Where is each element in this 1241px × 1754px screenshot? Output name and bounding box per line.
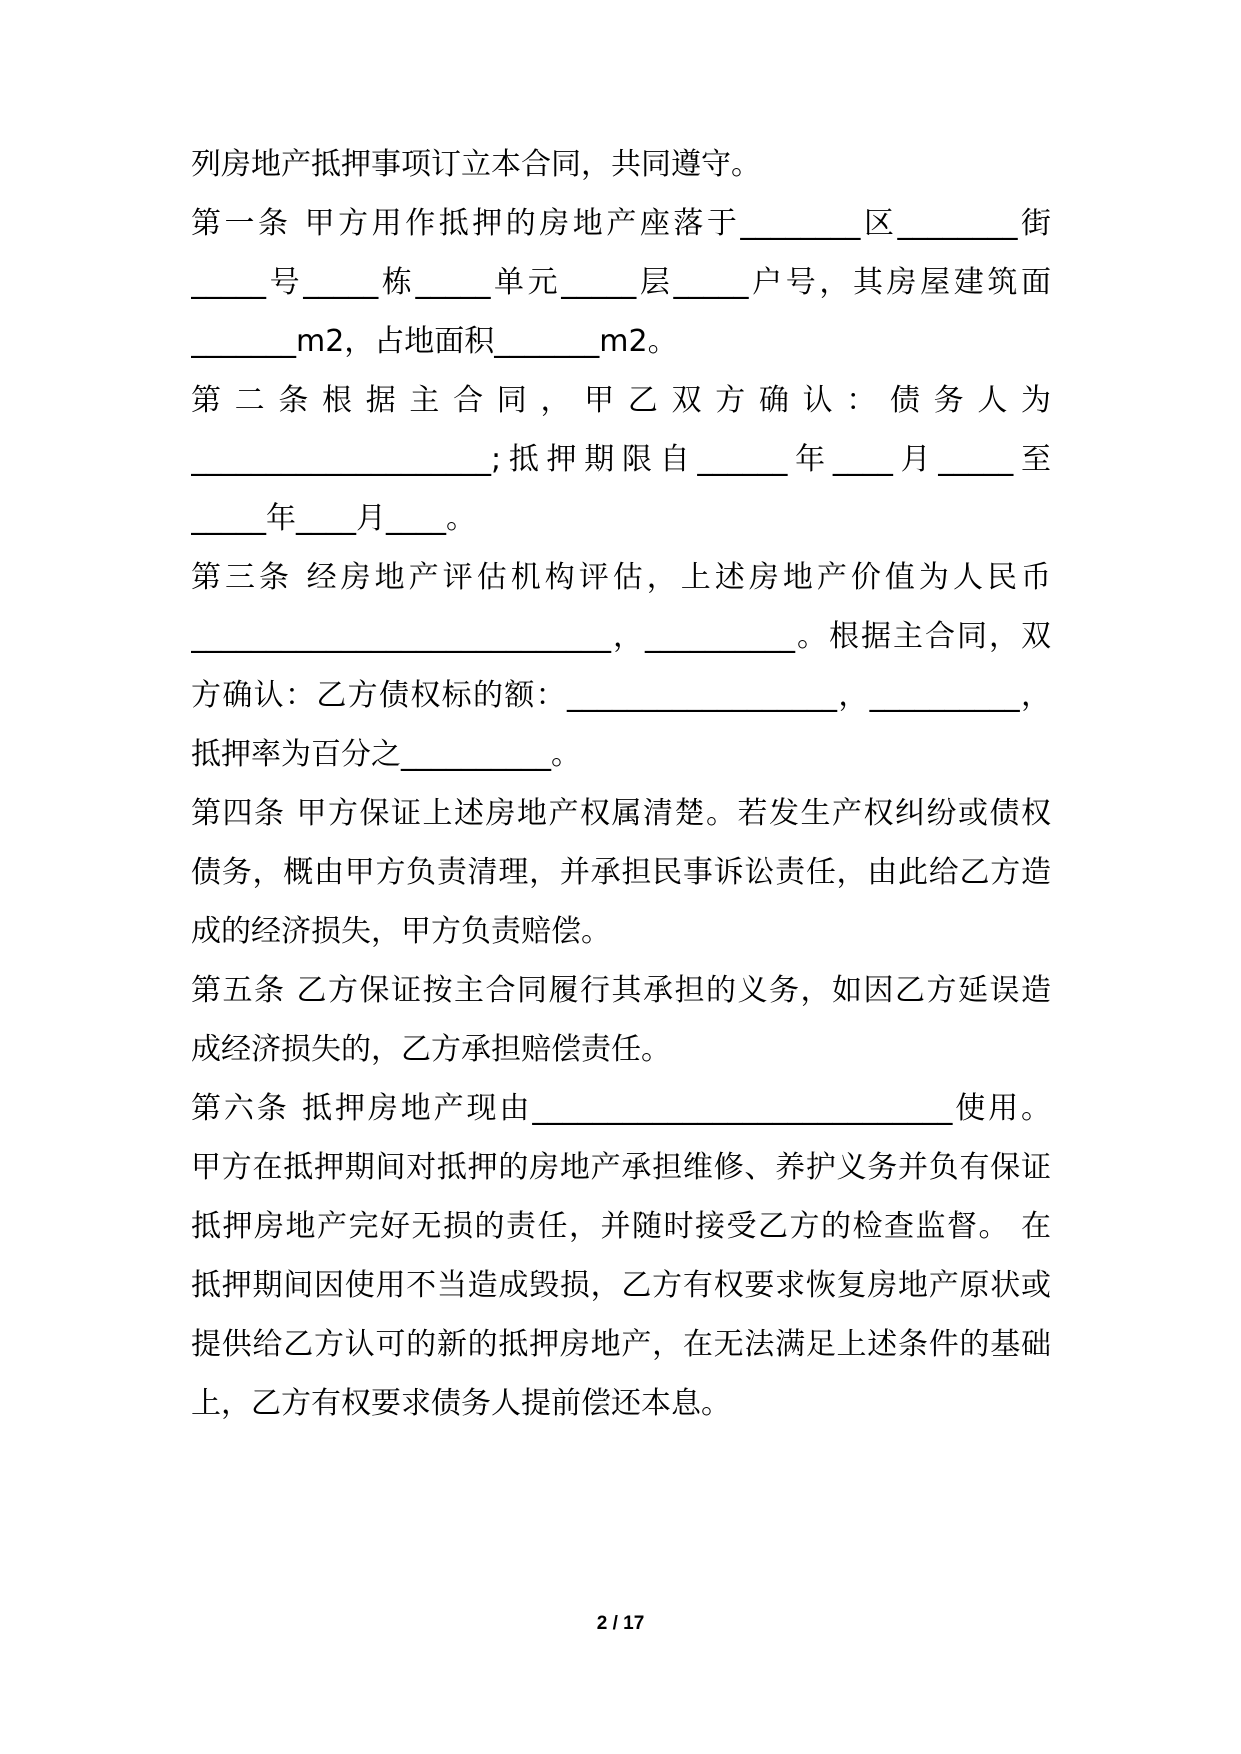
text-line: 成经济损失的，乙方承担赔偿责任。 bbox=[191, 1032, 671, 1067]
page-number: 2 / 17 bbox=[596, 1613, 645, 1634]
text-line: 第五条 乙方保证按主合同履行其承担的义务，如因乙方延误造 bbox=[191, 973, 1051, 1008]
text-line: 第三条 经房地产评估机构评估，上述房地产价值为人民币 bbox=[191, 560, 1051, 595]
text-line: 提供给乙方认可的新的抵押房地产，在无法满足上述条件的基础 bbox=[191, 1327, 1051, 1362]
text-line: 第 二 条 根 据 主 合 同 ， 甲 乙 双 方 确 认 ： 债 务 人 为 bbox=[191, 383, 1051, 418]
text-line: _____年____月____。 bbox=[191, 501, 476, 536]
text-line: 抵押率为百分之__________。 bbox=[191, 737, 581, 772]
text-line: 抵押房地产完好无损的责任，并随时接受乙方的检查监督。 在 bbox=[191, 1209, 1051, 1244]
text-line: ____________________;抵押期限自______年____月_____至 bbox=[191, 442, 1051, 477]
text-line: 第四条 甲方保证上述房地产权属清楚。若发生产权纠纷或债权 bbox=[191, 796, 1051, 831]
text-line: 列房地产抵押事项订立本合同，共同遵守。 bbox=[191, 147, 761, 182]
text-line: 第一条 甲方用作抵押的房地产座落于________区________街 bbox=[191, 206, 1051, 241]
text-line: 上，乙方有权要求债务人提前偿还本息。 bbox=[191, 1386, 731, 1421]
text-line: 第六条 抵押房地产现由____________________________使用。 bbox=[191, 1091, 1051, 1126]
text-line: 债务，概由甲方负责清理，并承担民事诉讼责任，由此给乙方造 bbox=[191, 855, 1051, 890]
text-line: 成的经济损失，甲方负责赔偿。 bbox=[191, 914, 611, 949]
text-line: _____号_____栋_____单元_____层_____户号，其房屋建筑面 bbox=[191, 265, 1051, 300]
text-line: 方确认：乙方债权标的额：__________________，__________， bbox=[191, 678, 1051, 713]
text-line: 甲方在抵押期间对抵押的房地产承担维修、养护义务并负有保证 bbox=[191, 1150, 1051, 1185]
text-line: ____________________________，__________。根据主合同，双 bbox=[191, 619, 1051, 654]
text-line: 抵押期间因使用不当造成毁损，乙方有权要求恢复房地产原状或 bbox=[191, 1268, 1051, 1303]
text-line: _______m2，占地面积_______m2。 bbox=[191, 324, 678, 359]
